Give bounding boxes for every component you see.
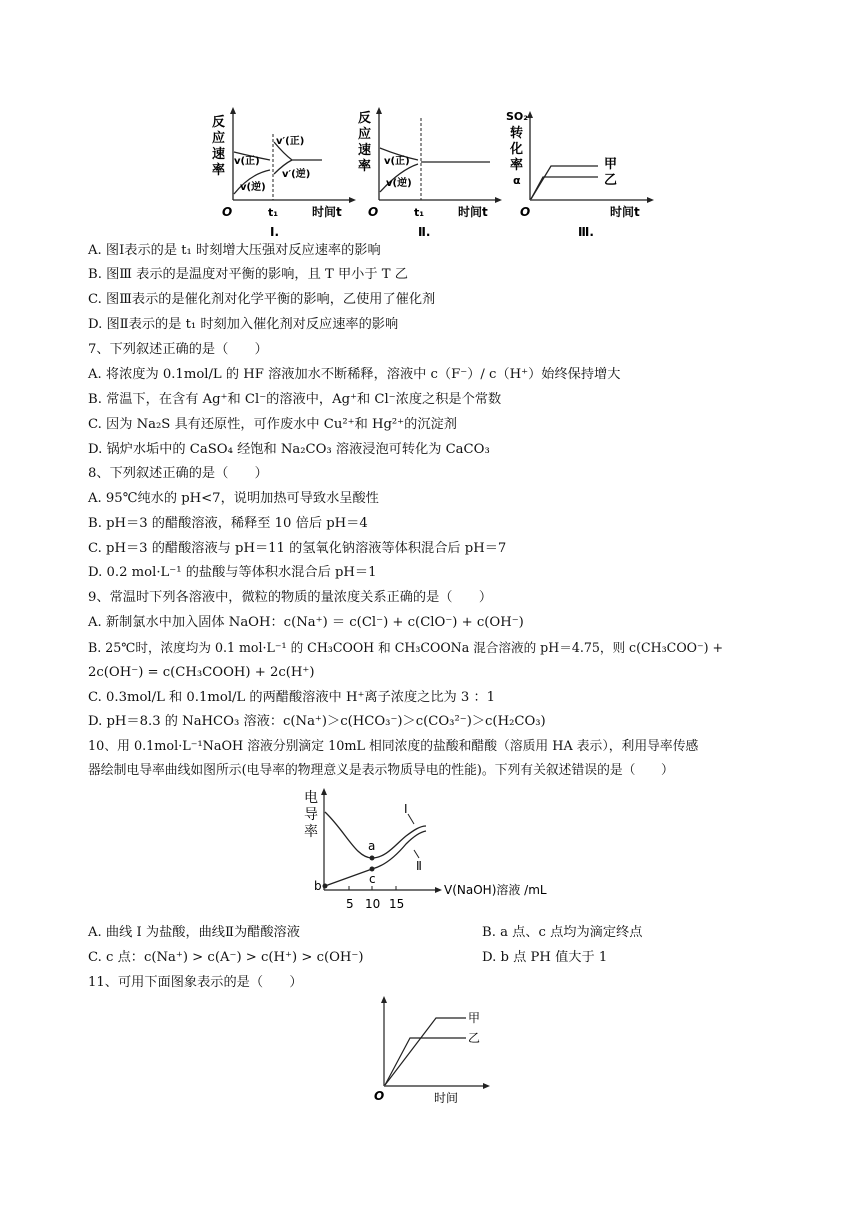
q9-option-b-line2: 2c(OH⁻) = c(CH₃COOH) + 2c(H⁺) [88, 665, 315, 680]
x-tick-5: 5 [346, 897, 354, 911]
p3-jia: 甲 [604, 157, 618, 172]
q9-option-c: C. 0.3mol/L 和 0.1mol/L 的两醋酸溶液中 H⁺离子浓度之比为 3 ：1 [88, 690, 496, 705]
q7-option-d: D. 锅炉水垢中的 CaSO₄ 经饱和 Na₂CO₃ 溶液浸泡可转化为 CaCO₃ [88, 442, 490, 457]
p2-ylabel-1: 应 [358, 127, 372, 142]
panel-1 [212, 107, 356, 239]
p3-roman: Ⅲ. [578, 225, 594, 239]
rate-figure-panels [200, 104, 662, 242]
p1-vneg2: v′(逆) [282, 169, 311, 180]
curve-1-label: Ⅰ [404, 802, 408, 816]
p3-ylabel-3: 率 [510, 158, 524, 173]
p3-ylabel-0: SO₂ [506, 110, 529, 123]
point-c: c [369, 872, 376, 886]
q11-chart [370, 994, 500, 1106]
curve-2-label: Ⅱ [416, 859, 422, 873]
p3-yi: 乙 [604, 173, 618, 188]
p1-ylabel-0: 反 [212, 115, 226, 130]
cond-ylabel-2: 率 [304, 824, 318, 840]
q10-option-d: D. b 点 PH 值大于 1 [482, 950, 608, 965]
q9-option-b-line1: B. 25℃时，浓度均为 0.1 mol·L⁻¹ 的 CH₃COOH 和 CH₃COONa 混合溶液的 pH＝4.75，则 c(CH₃COO⁻) + [88, 640, 724, 655]
line-yi [385, 1038, 466, 1085]
q9-option-a: A. 新制氯水中加入固体 NaOH：c(Na⁺) ＝ c(Cl⁻) + c(ClO⁻) + c(OH⁻) [88, 615, 524, 630]
q10-stem-line1: 10、用 0.1mol·L⁻¹NaOH 溶液分别滴定 10mL 相同浓度的盐酸和醋酸（溶质用 HA 表示），利用导率传感 [88, 739, 699, 754]
q8-stem: 8、下列叙述正确的是（ ） [88, 466, 268, 481]
p1-vpos2: v′(正) [276, 136, 305, 147]
x-tick-15: 15 [389, 897, 405, 911]
p1-ylabel-2: 速 [212, 147, 226, 162]
q9-option-d: D. pH＝8.3 的 NaHCO₃ 溶液：c(Na⁺)＞c(HCO₃⁻)＞c(CO₃²⁻)＞c(H₂CO₃) [88, 714, 546, 729]
conductivity-chart [296, 786, 616, 916]
p1-vneg: v(逆) [240, 182, 266, 193]
q6-option-c: C. 图Ⅲ表示的是催化剂对化学平衡的影响，乙使用了催化剂 [88, 292, 436, 307]
x-axis-label: V(NaOH)溶液 /mL [444, 883, 547, 897]
x-tick-10: 10 [365, 897, 381, 911]
q7-option-b: B. 常温下，在含有 Ag⁺和 Cl⁻的溶液中，Ag⁺和 Cl⁻浓度之积是个常数 [88, 392, 502, 407]
p2-xlabel: 时间t [458, 205, 488, 219]
q11-jia: 甲 [468, 1011, 481, 1025]
p2-origin: O [368, 205, 379, 219]
p2-vpos: v(正) [384, 156, 410, 167]
q6-option-a: A. 图Ⅰ表示的是 t₁ 时刻增大压强对反应速率的影响 [88, 243, 381, 258]
p2-ylabel-2: 速 [358, 143, 372, 158]
p2-ylabel-0: 反 [358, 111, 372, 126]
p3-ylabel-2: 化 [510, 142, 524, 157]
p3-ylabel-4: α [513, 174, 521, 187]
p3-xlabel: 时间t [610, 205, 640, 219]
p1-origin: O [222, 205, 233, 219]
point-a: a [368, 839, 376, 853]
p1-ylabel-1: 应 [212, 131, 226, 146]
q11-xlabel: 时间 [434, 1091, 459, 1105]
p2-roman: Ⅱ. [418, 225, 431, 239]
p1-xlabel: 时间t [312, 205, 342, 219]
q10-option-b: B. a 点、c 点均为滴定终点 [482, 925, 643, 940]
cond-ylabel-1: 导 [304, 807, 318, 823]
q8-option-c: C. pH＝3 的醋酸溶液与 pH＝11 的氢氧化钠溶液等体积混合后 pH＝7 [88, 541, 507, 556]
p1-roman: Ⅰ. [270, 225, 280, 239]
cond-ylabel-0: 电 [304, 790, 318, 806]
q10-stem-line2: 器绘制电导率曲线如图所示(电导率的物理意义是表示物质导电的性能)。下列有关叙述错误的是（ ） [88, 763, 674, 778]
p1-vpos: v(正) [234, 156, 260, 167]
p2-ylabel-3: 率 [358, 159, 372, 174]
q7-option-a: A. 将浓度为 0.1mol/L 的 HF 溶液加水不断稀释，溶液中 c（F⁻）/ c（H⁺）始终保持增大 [88, 367, 621, 382]
q9-stem: 9、常温时下列各溶液中，微粒的物质的量浓度关系正确的是（ ） [88, 590, 493, 605]
q8-option-b: B. pH＝3 的醋酸溶液，稀释至 10 倍后 pH＝4 [88, 516, 368, 531]
p2-t1: t₁ [414, 206, 425, 219]
q8-option-a: A. 95℃纯水的 pH<7，说明加热可导致水呈酸性 [88, 491, 379, 506]
p1-t1: t₁ [268, 206, 279, 219]
q10-option-c: C. c 点：c(Na⁺) > c(A⁻) > c(H⁺) > c(OH⁻) [88, 950, 364, 965]
panel-3 [506, 110, 654, 239]
q7-option-c: C. 因为 Na₂S 具有还原性，可作废水中 Cu²⁺和 Hg²⁺的沉淀剂 [88, 417, 457, 432]
p3-origin: O [520, 205, 531, 219]
q10-option-a: A. 曲线 I 为盐酸，曲线Ⅱ为醋酸溶液 [88, 925, 300, 940]
p1-ylabel-3: 率 [212, 163, 226, 178]
q11-origin: O [374, 1089, 385, 1103]
line-jia [385, 1018, 466, 1085]
panel-2 [358, 107, 502, 239]
q6-option-b: B. 图Ⅲ 表示的是温度对平衡的影响，且 T 甲小于 T 乙 [88, 267, 408, 282]
q11-yi: 乙 [468, 1031, 481, 1045]
q6-option-d: D. 图Ⅱ表示的是 t₁ 时刻加入催化剂对反应速率的影响 [88, 317, 399, 332]
p2-vneg: v(逆) [386, 178, 412, 189]
q11-stem: 11、可用下面图象表示的是（ ） [88, 975, 303, 990]
point-b: b [314, 879, 322, 893]
p3-ylabel-1: 转 [510, 126, 524, 141]
q7-stem: 7、下列叙述正确的是（ ） [88, 342, 268, 357]
q8-option-d: D. 0.2 mol·L⁻¹ 的盐酸与等体积水混合后 pH＝1 [88, 565, 377, 580]
